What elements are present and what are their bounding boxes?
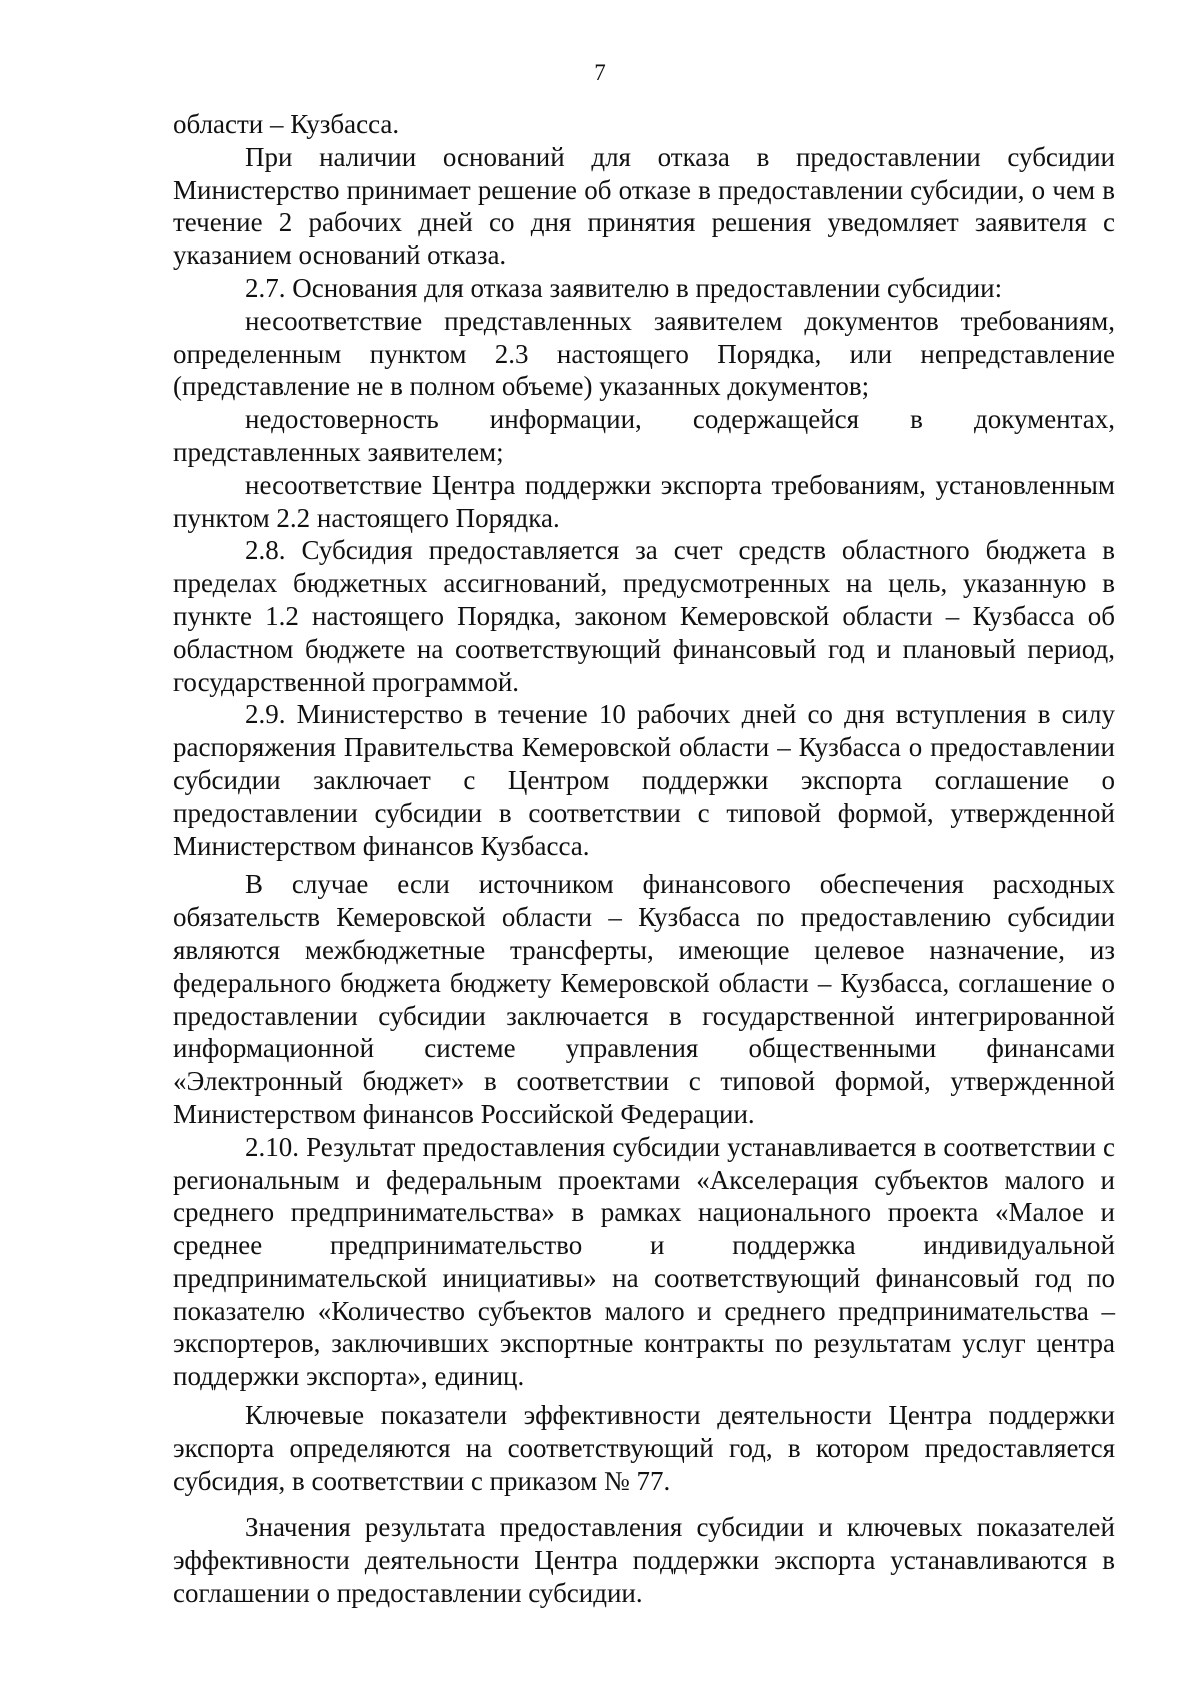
paragraph-refusal-decision: При наличии оснований для отказа в предоставлении субсидии Министерство принимает решение об отказе в предоставлении субсидии, о чем в течение 2 рабочих дней со дня принятия решения уведомляет заявителя с указанием оснований отказа. — [173, 141, 1115, 271]
paragraph-2-7-item-3: несоответствие Центра поддержки экспорта требованиям, установленным пунктом 2.2 настоящего Порядка. — [173, 469, 1115, 533]
paragraph-kpi: Ключевые показатели эффективности деятельности Центра поддержки экспорта определяются на соответствующий год, в котором предоставляется субсидия, в соответствии с приказом № 77. — [173, 1400, 1115, 1496]
paragraph-continuation: области – Кузбасса. — [173, 109, 400, 139]
paragraph-2-7-heading: 2.7. Основания для отказа заявителю в предоставлении субсидии: — [245, 272, 1003, 303]
paragraph-2-7-item-1: несоответствие представленных заявителем документов требованиям, определенным пунктом 2.3 настоящего Порядка, или непредставление (представление не в полном объеме) указанных документов; — [173, 305, 1115, 402]
paragraph-2-9: 2.9. Министерство в течение 10 рабочих дней со дня вступления в силу распоряжения Правительства Кемеровской области – Кузбасса о предоставлении субсидии заключает с Центром поддержки экспорта соглашение о предоставлении субсидии в соответствии с типовой формой, утвержденной Министерством финансов Кузбасса. — [173, 699, 1115, 861]
paragraph-2-8: 2.8. Субсидия предоставляется за счет средств областного бюджета в пределах бюджетных ассигнований, предусмотренных на цель, указанную в пункте 1.2 настоящего Порядка, законом Кемеровской области – Кузбасса об областном бюджете на соответствующий финансовый год и плановый период, государственной программой. — [173, 535, 1115, 697]
paragraph-2-10: 2.10. Результат предоставления субсидии устанавливается в соответствии с региональным и федеральным проектами «Акселерация субъектов малого и среднего предпринимательства» в рамках национального проекта «Малое и среднее предпринимательство и поддержка индивидуальной предпринимательской инициативы» на соответствующий финансовый год по показателю «Количество субъектов малого и среднего предпринимательства – экспортеров, заключивших экспортные контракты по результатам услуг центра поддержки экспорта», единиц. — [173, 1131, 1115, 1392]
paragraph-2-9-federal-case: В случае если источником финансового обеспечения расходных обязательств Кемеровской области – Кузбасса по предоставлению субсидии являются межбюджетные трансферты, имеющие целевое назначение, из федерального бюджета бюджету Кемеровской области – Кузбасса, соглашение о предоставлении субсидии заключается в государственной интегрированной информационной системе управления общественными финансами «Электронный бюджет» в соответствии с типовой формой, утвержденной Министерством финансов Российской Федерации. — [173, 869, 1115, 1129]
document-body — [173, 108, 1115, 1610]
paragraph-kpi-values: Значения результата предоставления субсидии и ключевых показателей эффективности деятельности Центра поддержки экспорта устанавливаются в соглашении о предоставлении субсидии. — [173, 1512, 1115, 1609]
paragraph-2-7-item-2: недостоверность информации, содержащейся в документах, представленных заявителем; — [173, 404, 1115, 467]
page-number: 7 — [594, 60, 606, 85]
